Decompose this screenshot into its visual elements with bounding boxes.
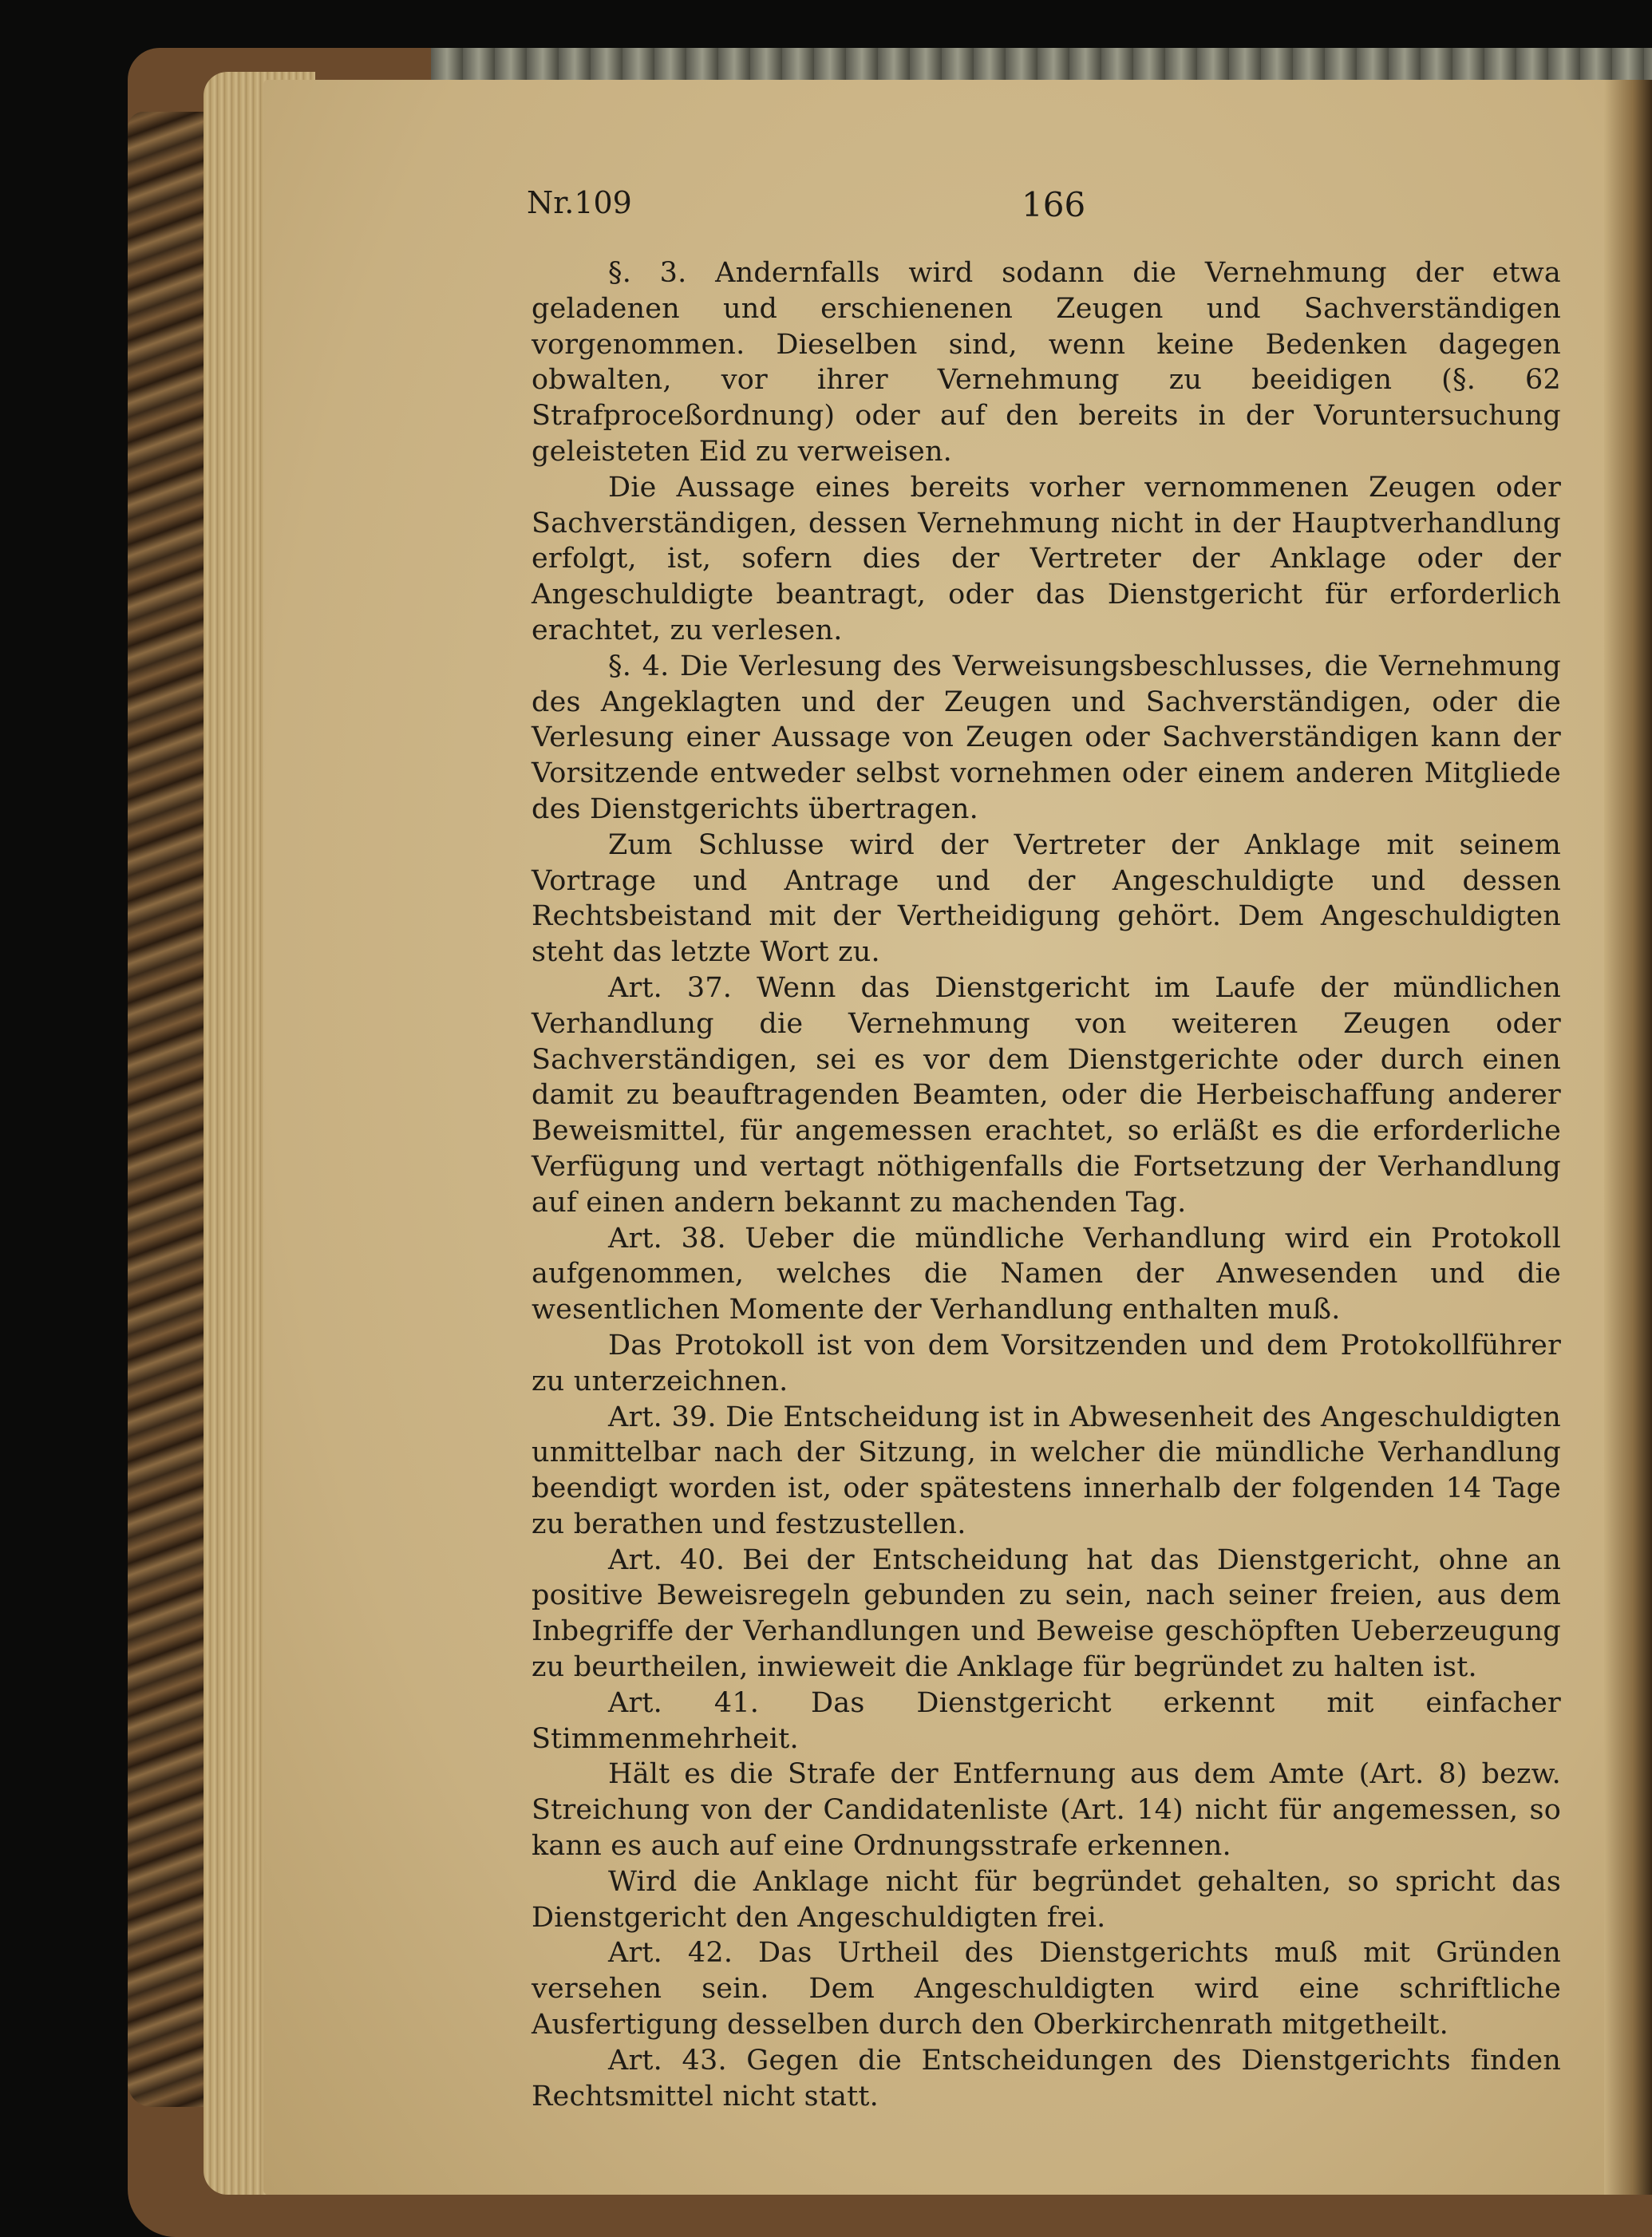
paragraph-art40: Art. 40. Bei der Entscheidung hat das Dienstgericht, ohne an positive Beweisregeln gebunden zu sein, nach seiner freien, aus dem Inbegriffe der Verhandlungen und Beweise geschöpften Ueberzeugung zu beurtheilen, inwieweit die Anklage für begründet zu halten ist. xyxy=(532,1543,1561,1684)
page-number: 166 xyxy=(1022,185,1086,224)
page-gutter xyxy=(1604,80,1652,2195)
paragraph-art42: Art. 42. Das Urtheil des Dienstgerichts muß mit Gründen versehen sein. Dem Angeschuldigten wird eine schriftliche Ausfertigung desselben durch den Oberkirchenrath mitgetheilt. xyxy=(532,1937,1561,2041)
paragraph-art41: Art. 41. Das Dienstgericht erkennt mit einfacher Stimmenmehrheit. xyxy=(532,1686,1561,1755)
paragraph-schluss: Zum Schlusse wird der Vertreter der Anklage mit seinem Vortrage und Antrage und der Angeschuldigte und dessen Rechtsbeistand mit der Vertheidigung gehört. Dem Angeschuldigten steht das letzte Wort zu. xyxy=(532,828,1561,969)
paragraph-art37: Art. 37. Wenn das Dienstgericht im Laufe der mündlichen Verhandlung die Vernehmung von weiteren Zeugen oder Sachverständigen, sei es vor dem Dienstgerichte oder durch einen damit zu beauftragenden Beamten, oder die Herbeischaffung anderer Beweismittel, für angemessen erachtet, so erläßt es die erforderliche Verfügung und vertagt nöthigenfalls die Fortsetzung der Verhandlung auf einen andern bekannt zu machenden Tag. xyxy=(532,971,1561,1219)
book-top-edge xyxy=(431,48,1652,80)
paragraph-freispruch: Wird die Anklage nicht für begründet gehalten, so spricht das Dienstgericht den Angeschuldigten frei. xyxy=(532,1865,1561,1934)
page-header xyxy=(527,185,1580,233)
marbled-edge xyxy=(128,112,207,2107)
paragraph-art39: Art. 39. Die Entscheidung ist in Abwesenheit des Angeschuldigten unmittelbar nach der Sitzung, in welcher die mündliche Verhandlung beendigt worden ist, oder spätestens innerhalb der folgenden 14 Tage zu berathen und festzustellen. xyxy=(532,1401,1561,1540)
paragraph-strafe: Hält es die Strafe der Entfernung aus dem Amte (Art. 8) bezw. Streichung von der Candidatenliste (Art. 14) nicht für angemessen, so kann es auch auf eine Ordnungsstrafe erkennen. xyxy=(532,1758,1561,1863)
body-text xyxy=(532,255,1561,2114)
paragraph-art43: Art. 43. Gegen die Entscheidungen des Dienstgerichts finden Rechtsmittel nicht statt. xyxy=(532,2044,1561,2113)
paragraph-p3: §. 3. Andernfalls wird sodann die Vernehmung der etwa geladenen und erschienenen Zeugen und Sachverständigen vorgenommen. Dieselben sind, wenn keine Bedenken dagegen obwalten, vor ihrer Vernehmung zu beeidigen (§. 62 Strafproceßordnung) oder auf den bereits in der Voruntersuchung geleisteten Eid zu verweisen. xyxy=(532,257,1561,468)
paragraph-p4: §. 4. Die Verlesung des Verweisungsbeschlusses, die Vernehmung des Angeklagten und der Zeugen und Sachverständigen, oder die Verlesung einer Aussage von Zeugen oder Sachverständigen kann der Vorsitzende entweder selbst vornehmen oder einem anderen Mitgliede des Dienstgerichts übertragen. xyxy=(532,650,1561,825)
paragraph-protokoll: Das Protokoll ist von dem Vorsitzenden und dem Protokollführer zu unterzeichnen. xyxy=(532,1329,1561,1397)
issue-number: Nr.109 xyxy=(527,185,632,220)
paragraph-aussage: Die Aussage eines bereits vorher vernommenen Zeugen oder Sachverständigen, dessen Vernehmung nicht in der Hauptverhandlung erfolgt, ist, sofern dies der Vertreter der Anklage oder der Angeschuldigte beantragt, oder das Dienstgericht für erforderlich erachtet, zu verlesen. xyxy=(532,471,1561,646)
paragraph-art38: Art. 38. Ueber die mündliche Verhandlung wird ein Protokoll aufgenommen, welches die Namen der Anwesenden und die wesentlichen Momente der Verhandlung enthalten muß. xyxy=(532,1222,1561,1326)
